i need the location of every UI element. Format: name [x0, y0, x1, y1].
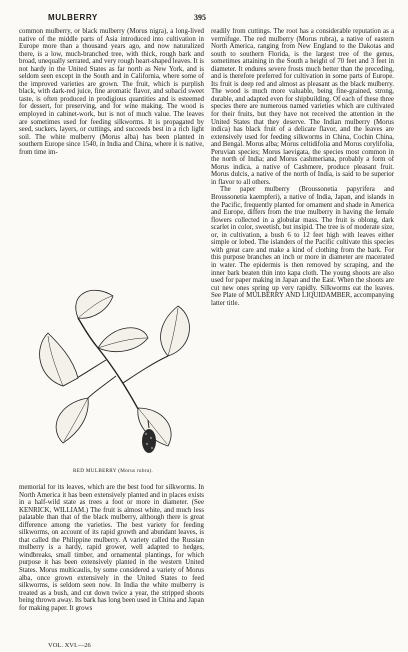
- red-mulberry-drawing: [28, 278, 198, 468]
- paragraph-paper-mulberry: The paper mulberry (Broussonetia papyrifera and Broussonetia kaempferi), a native of India, Japan, and islands in the Pacific, frequently planted for ornament and shade in America and Europe, differs from the true mulberry in having the female flowers collected in a globular mass. The fruit is oblong, dark scarlet in color, sweetish, but insipid. The tree is of moderate size, or, in cultivation, a bush 6 to 12 feet high with leaves either simple or lobed. The islanders of the Pacific cultivate this species with great care and make a kind of clothing from the bark. For this purpose branches an inch or more in diameter are macerated in water. The epidermis is then removed by scraping, and the inner bark beaten thin into kapa cloth. The young shoots are also used for paper making in Japan and the East. When the shoots are cut new ones spring up very rapidly. Silkworms eat the leaves. See Plate of MULBERRY AND LIQUIDAMBER, accompanying latter title.: [211, 186, 394, 307]
- mulberry-fruit-icon: [142, 429, 156, 453]
- paragraph-red-mulberry: readily from cuttings. The root has a considerable reputation as a vermifuge. The red mulberry (Morus rubra), a native of eastern North America, ranging from New England to the Dakotas and south to southern Florida, is the largest tree of the genus, sometimes attaining in the South a height of 70 feet and 3 feet in diameter. It endures severe frosts much better than the preceding, and is therefore preferred for cultivation in some parts of Europe. Its fruit is deep red and almost as pleasant as the black mulberry. The wood is much more valuable, being fine-grained, strong, durable, and adapted even for shipbuilding. Of each of these three species there are numerous named varieties which are cultivated for their fruits, but they have not received the attention in the United States that they deserve. The Indian mulberry (Morus indica) has black fruit of a delicate flavor, and the leaves are extensively used for feeding silkworms in China, Cochin China, and Bengal. Morus alba; Morus celtidifolia and Morus corylifolia, Peruvian species; Morus laevigata, the species most common in the north of India; and Morus cashmeriana, probably a form of Morus indica, a native of Cashmere, produce pleasant fruit. Morus dulcis, a native of the north of India, is said to be superior in flavor to all others.: [211, 28, 394, 186]
- paragraph-black-mulberry: common mulberry, or black mulberry (Morus nigra), a long-lived native of the middle parts of Asia introduced into cultivation in Europe more than a thousand years ago, and now naturalized there, is a low, much-branched tree, with thick, rough bark and broad, unequally serrated, and very rough heart-shaped leaves. It is not hardy in the United States as far north as New York, and is seldom seen except in the South and in California, where some of the improved varieties are grown. The fruit, which is purplish black, with dark-red juice, fine aromatic flavor, and subacid sweet taste, is often produced in prodigious quantities and is esteemed for dessert, for preserving, and for wine making. The wood is employed in cabinet-work, but is not of much value. The leaves are sometimes used for feeding silkworms. It is propagated by seed, suckers, layers, or cuttings, and succeeds best in a rich light soil. The white mulberry (Morus alba) has been planted in southern Europe since 1540, in India and China, where it is native, from time im-: [19, 28, 204, 156]
- page-header: [0, 12, 408, 24]
- right-column: [211, 28, 394, 433]
- left-column-top: [19, 28, 204, 284]
- running-head: MULBERRY: [48, 13, 98, 22]
- paragraph-white-mulberry: memorial for its leaves, which are the best food for silkworms. In North America it has been extensively planted and in places exists in a half-wild state as trees a foot or more in diameter. (See KENRICK, WILLIAM.) The fruit is almost white, and much less palatable than that of the black mulberry, although there is great difference among the varieties. The best variety for feeding silkworms, on account of its rapid growth and abundant leaves, is that called the Philippine mulberry. A variety called the Russian mulberry is a hardy, rapid grower, well adapted to hedges, windbreaks, small timber, and ornamental plantings, for which purpose it has been extensively planted in the western United States. Morus multicaulis, by some considered a variety of Morus alba, once grown extensively in the United States to feed silkworms, is seldom seen now. In India the white mulberry is treated as a bush, and cut down twice a year, the stripped shoots being thrown away. Its bark has long been used in China and Japan for making paper. It grows: [19, 484, 204, 612]
- page-number: 395: [194, 13, 206, 22]
- figure-caption: RED MULBERRY (Morus rubra).: [73, 468, 153, 474]
- left-column-bottom: [19, 484, 204, 646]
- red-mulberry-illustration: [28, 278, 198, 468]
- volume-footer: VOL. XVI.—26: [48, 642, 91, 649]
